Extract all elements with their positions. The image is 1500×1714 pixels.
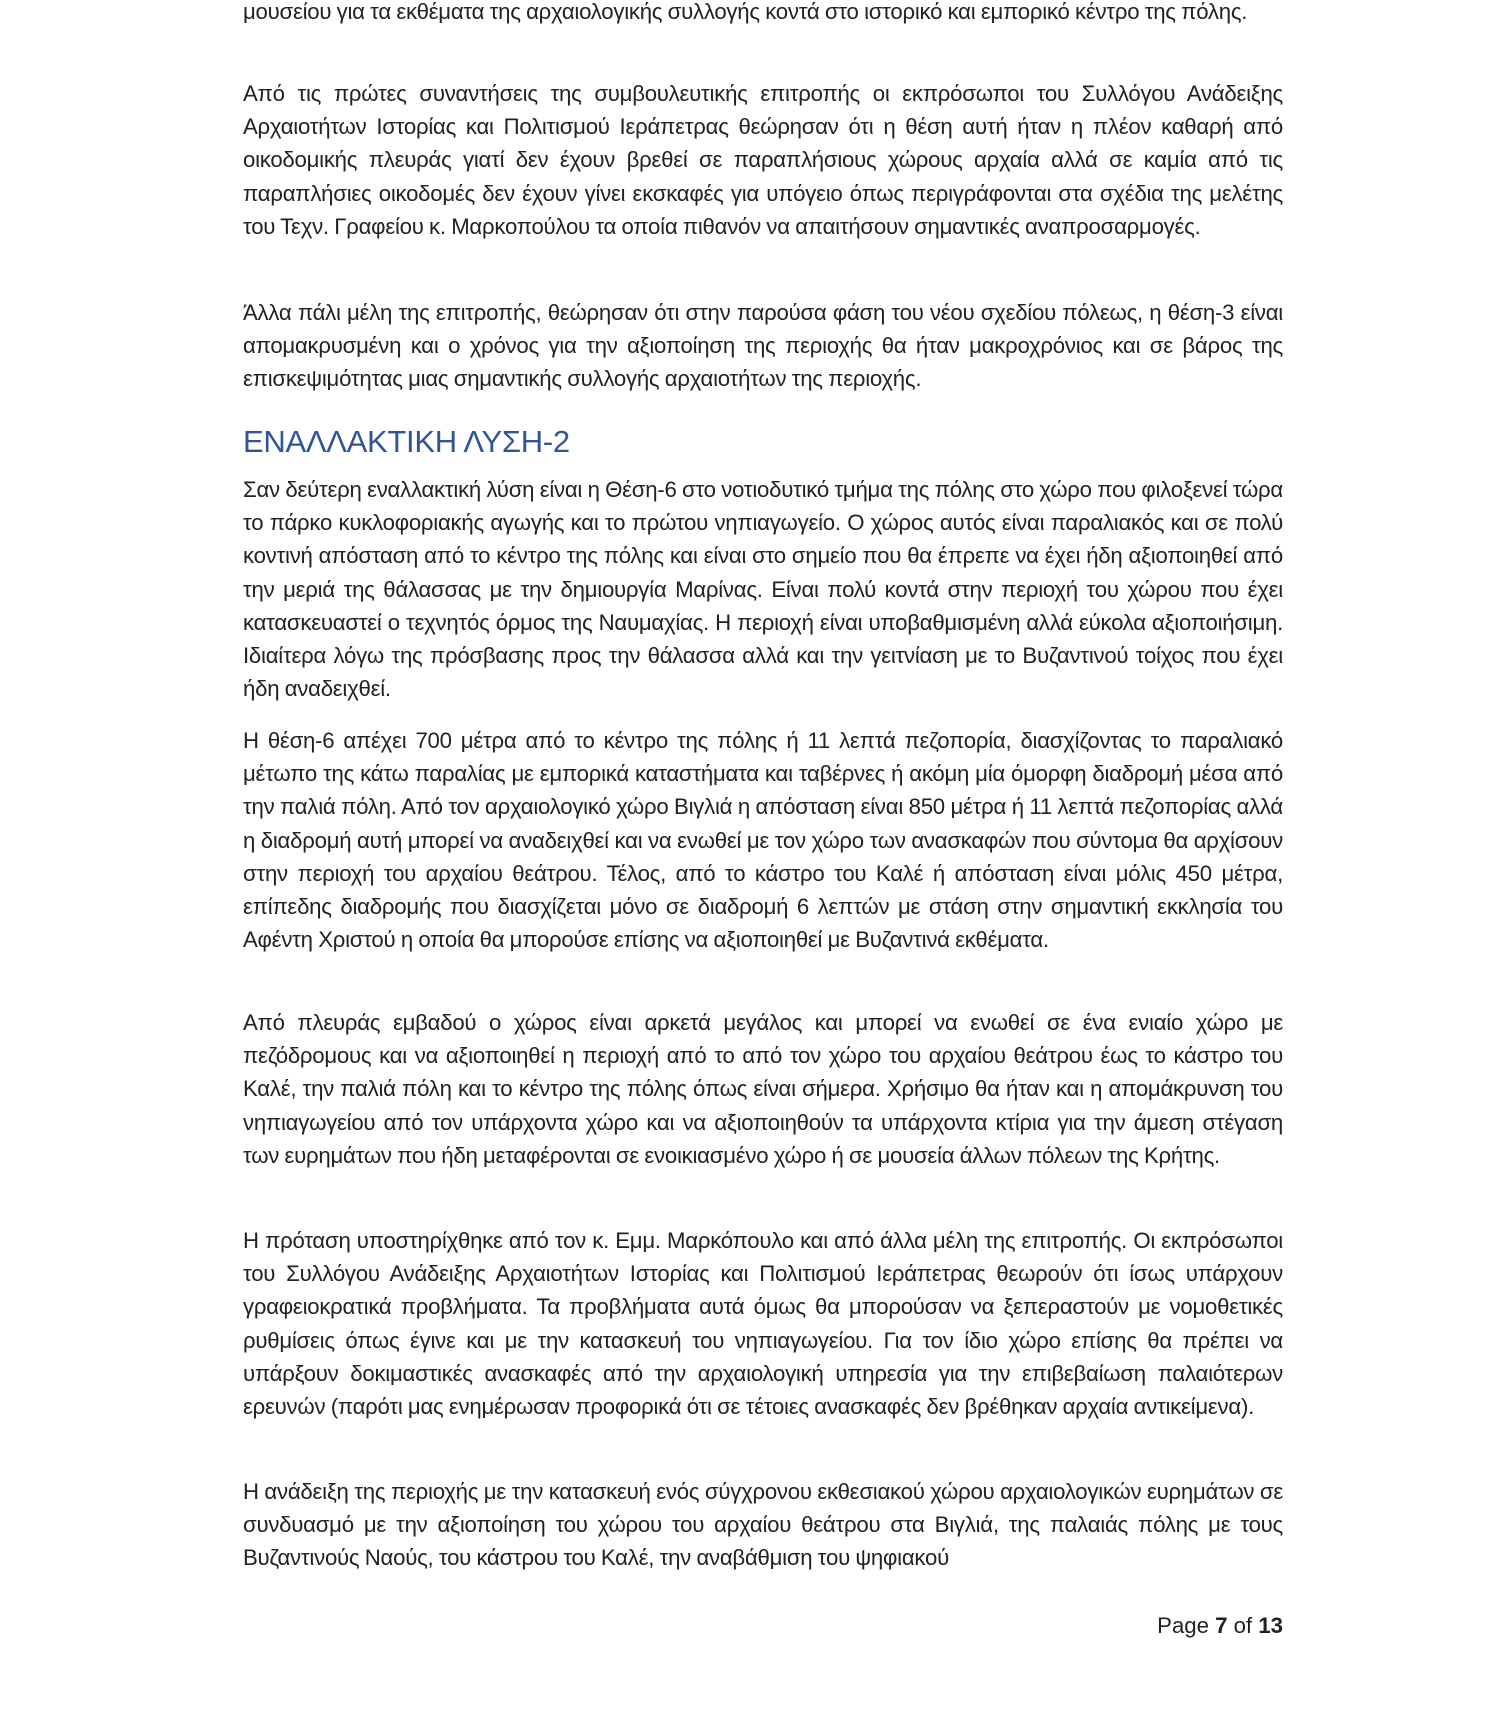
current-page-number: 7 [1215,1613,1228,1638]
paragraph-proposal-support: Η πρόταση υποστηρίχθηκε από τον κ. Εμμ. Μαρκόπουλο και από άλλα μέλη της επιτροπής. Οι εκπρόσωποι του Συλλόγου Ανάδειξης Αρχαιοτήτων Ιστορίας και Πολιτισμού Ιεράπετρας θεωρούν ότι ίσως υπάρχουν γραφειοκρατικά προβλήματα. Τα προβλήματα αυτά όμως θα μπορούσαν να ξεπεραστούν με νομοθετικές ρυθμίσεις όπως έγινε και με την κατασκευή του νηπιαγωγείου. Για τον ίδιο χώρο επίσης θα πρέπει να υπάρξουν δοκιμαστικές ανασκαφές από την αρχαιολογική υπηρεσία για την επιβεβαίωση παλαιότερων ερευνών (παρότι μας ενημέρωσαν προφορικά ότι σε τέτοιες ανασκαφές δεν βρέθηκαν αρχαία αντικείμενα). [243,1228,1283,1420]
footer-separator: of [1227,1613,1259,1638]
footer-prefix: Page [1157,1613,1216,1638]
paragraph-distances: Η θέση-6 απέχει 700 μέτρα από το κέντρο της πόλης ή 11 λεπτά πεζοπορία, διασχίζοντας το παραλιακό μέτωπο της κάτω παραλίας με εμπορικά καταστήματα και ταβέρνες ή ακόμη μία όμορφη διαδρομή μέσα από την παλιά πόλη. Από τον αρχαιολογικό χώρο Βιγλιά η απόσταση είναι 850 μέτρα ή 11 λεπτά πεζοπορίας αλλά η διαδρομή αυτή μπορεί να αναδειχθεί και να ενωθεί με τον χώρο των ανασκαφών που σύντομα θα αρχίσουν στην περιοχή του αρχαίου θεάτρου. Τέλος, από το κάστρο του Καλέ ή απόσταση είναι μόλις 450 μέτρα, επίπεδης διαδρομής που διασχίζεται μόνο σε διαδρομή 6 λεπτών με στάση στην σημαντική εκκλησία του Αφέντη Χριστού η οποία θα μπορούσε επίσης να αξιοποιηθεί με Βυζαντινά εκθέματα. [243,728,1283,953]
total-pages-number: 13 [1258,1613,1283,1638]
paragraph-committee-meetings: Από τις πρώτες συναντήσεις της συμβουλευτικής επιτροπής οι εκπρόσωποι του Συλλόγου Ανάδειξης Αρχαιοτήτων Ιστορίας και Πολιτισμού Ιεράπετρας θεώρησαν ότι η θέση αυτή ήταν η πλέον καθαρή από οικοδομικής πλευράς γιατί δεν έχουν βρεθεί σε παραπλήσιους χώρους αρχαία αλλά σε καμία από τις παραπλήσιες οικοδομές δεν έχουν γίνει εκσκαφές για υπόγειο όπως περιγράφονται στα σχέδια της μελέτης του Τεχν. Γραφείου κ. Μαρκοπούλου τα οποία πιθανόν να απαιτήσουν σημαντικές αναπροσαρμογές. [243,81,1283,239]
paragraph-continued: μουσείου για τα εκθέματα της αρχαιολογικής συλλογής κοντά στο ιστορικό και εμπορικό κέντρο της πόλης. [243,0,1248,24]
paragraph-area: Από πλευράς εμβαδού ο χώρος είναι αρκετά μεγάλος και μπορεί να ενωθεί σε ένα ενιαίο χώρο με πεζόδρομους και να αξιοποιηθεί η περιοχή από το από τον χώρο του αρχαίου θεάτρου έως το κάστρο του Καλέ, την παλιά πόλη και το κέντρο της πόλης όπως είναι σήμερα. Χρήσιμο θα ήταν και η απομάκρυνση του νηπιαγωγείου από τον υπάρχοντα χώρο και να αξιοποιηθούν τα υπάρχοντα κτίρια για την άμεση στέγαση των ευρημάτων που ήδη μεταφέρονται σε ενοικιασμένο χώρο ή σε μουσεία άλλων πόλεων της Κρήτης. [243,1010,1283,1168]
paragraph-other-members: Άλλα πάλι μέλη της επιτροπής, θεώρησαν ότι στην παρούσα φάση του νέου σχεδίου πόλεως, η θέση-3 είναι απομακρυσμένη και ο χρόνος για την αξιοποίηση της περιοχής θα ήταν μακροχρόνιος και σε βάρος της επισκεψιμότητας μιας σημαντικής συλλογής αρχαιοτήτων της περιοχής. [243,300,1283,392]
page-number-footer [1157,1613,1283,1639]
section-heading: ΕΝΑΛΛΑΚΤΙΚΗ ΛΥΣΗ-2 [243,424,570,459]
document-page [243,0,1283,1714]
paragraph-second-alternative: Σαν δεύτερη εναλλακτική λύση είναι η Θέση-6 στο νοτιοδυτικό τμήμα της πόλης στο χώρο που φιλοξενεί τώρα το πάρκο κυκλοφοριακής αγωγής και το πρώτου νηπιαγωγείο. Ο χώρος αυτός είναι παραλιακός και σε πολύ κοντινή απόσταση από το κέντρο της πόλης και είναι στο σημείο που θα έπρεπε να έχει ήδη αξιοποιηθεί από την μεριά της θάλασσας με την δημιουργία Μαρίνας. Είναι πολύ κοντά στην περιοχή του χώρου που έχει κατασκευαστεί ο τεχνητός όρμος της Ναυμαχίας. Η περιοχή είναι υποβαθμισμένη αλλά εύκολα αξιοποιήσιμη. Ιδιαίτερα λόγω της πρόσβασης προς την θάλασσα αλλά και την γειτνίαση με το Βυζαντινού τοίχος που έχει ήδη αναδειχθεί. [243,477,1283,702]
paragraph-area-promotion: Η ανάδειξη της περιοχής με την κατασκευή ενός σύγχρονου εκθεσιακού χώρου αρχαιολογικών ευρημάτων σε συνδυασμό με την αξιοποίηση του χώρου του αρχαίου θεάτρου στα Βιγλιά, της παλαιάς πόλης με τους Βυζαντινούς Ναούς, του κάστρου του Καλέ, την αναβάθμιση του ψηφιακού [243,1479,1283,1571]
